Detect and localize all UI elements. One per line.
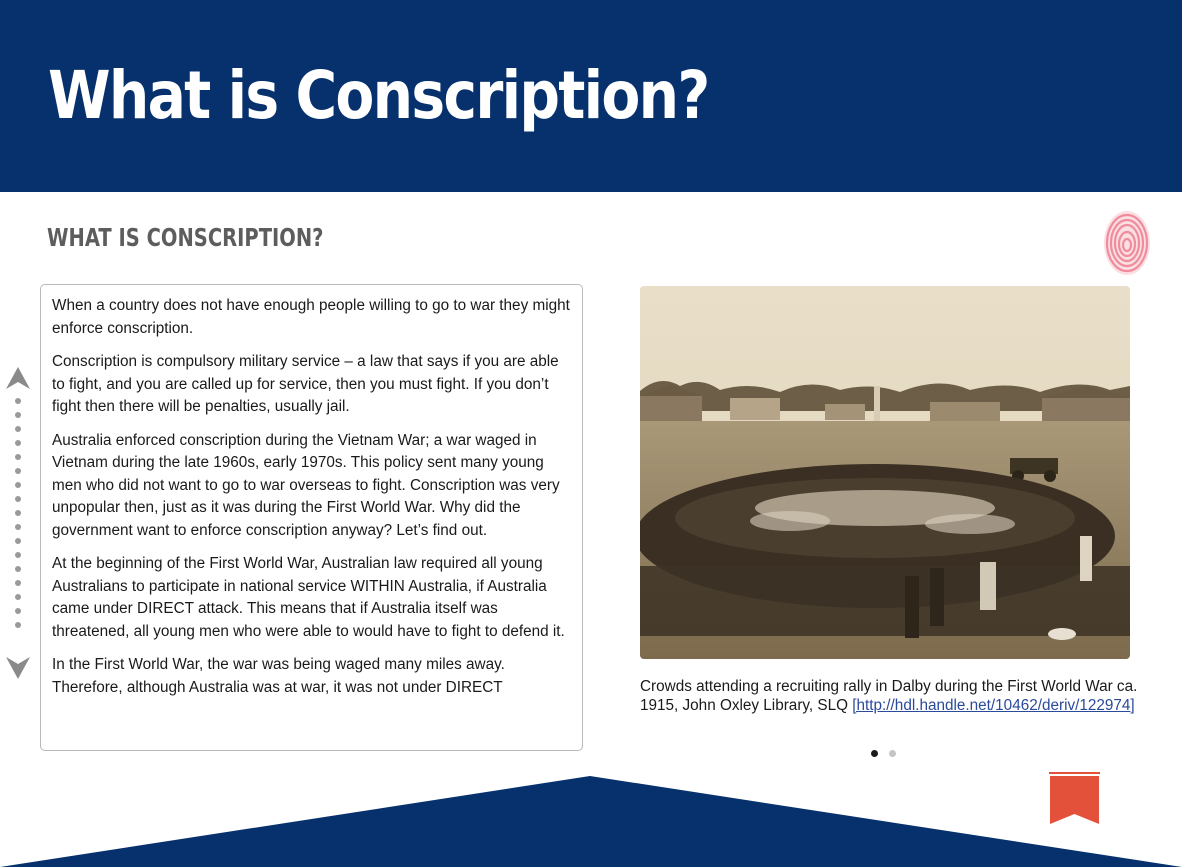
- paragraph: When a country does not have enough people willing to go to war they might enforce conscription.: [52, 297, 570, 337]
- scroll-dot: [15, 510, 21, 516]
- arrow-down-icon[interactable]: [5, 656, 31, 680]
- paragraph: At the beginning of the First World War, Australian law required all young Australians to participate in national service WITHIN Australia, if Australia came under DIRECT attack. This means that if Australia itself was threatened, all young men who were able to would have to fight to defend it.: [52, 555, 565, 640]
- carousel-pagination: [871, 750, 901, 758]
- scroll-dot: [15, 552, 21, 558]
- scroll-dot: [15, 594, 21, 600]
- bookmark-icon[interactable]: [1049, 772, 1100, 826]
- scroll-dot: [15, 440, 21, 446]
- carousel-dot[interactable]: [889, 750, 896, 757]
- scroll-dot: [15, 580, 21, 586]
- scroll-dot: [15, 524, 21, 530]
- scrollable-text-panel[interactable]: [40, 284, 583, 751]
- paragraph: Conscription is compulsory military service – a law that says if you are able to fight, and you are called up for service, then you must fight. If you don’t fight then there will be penalties, usually jail.: [52, 353, 559, 415]
- paragraph: Australia enforced conscription during the Vietnam War; a war waged in Vietnam during the late 1960s, early 1970s. This policy sent many young men who did not want to go to war overseas to fight. Conscription was very unpopular then, just as it was during the First World War. Why did the government want to enforce conscription anyway? Let’s find out.: [52, 431, 560, 539]
- caption-text: Crowds attending a recruiting rally in Dalby during the First World War ca. 1915, John Oxley Library, SLQ: [640, 678, 1138, 714]
- scroll-dot: [15, 468, 21, 474]
- fingerprint-icon: [1100, 208, 1156, 278]
- scroll-track[interactable]: [15, 398, 21, 636]
- scroll-dot: [15, 454, 21, 460]
- scroll-dot: [15, 426, 21, 432]
- arrow-up-icon[interactable]: [5, 366, 31, 390]
- scroll-dot: [15, 538, 21, 544]
- scroll-dot: [15, 496, 21, 502]
- caption-link[interactable]: [http://hdl.handle.net/10462/deriv/122974]: [852, 697, 1135, 714]
- scroll-dot: [15, 412, 21, 418]
- carousel-dot-active[interactable]: [871, 750, 878, 757]
- section-heading: WHAT IS CONSCRIPTION?: [47, 223, 324, 252]
- page-title: What is Conscription?: [48, 57, 709, 134]
- scroll-dot: [15, 608, 21, 614]
- recruiting-rally-photo: [640, 286, 1130, 659]
- paragraph: In the First World War, the war was being waged many miles away. Therefore, although Australia was at war, it was not under DIRECT: [52, 656, 505, 696]
- scroll-dot: [15, 398, 21, 404]
- scroll-dot: [15, 566, 21, 572]
- footer-chevron-shape: [0, 776, 1182, 867]
- image-caption: [640, 677, 1140, 715]
- scroll-dot: [15, 622, 21, 628]
- page-header: [0, 0, 1182, 192]
- scroll-navigation: [5, 366, 31, 682]
- scroll-dot: [15, 482, 21, 488]
